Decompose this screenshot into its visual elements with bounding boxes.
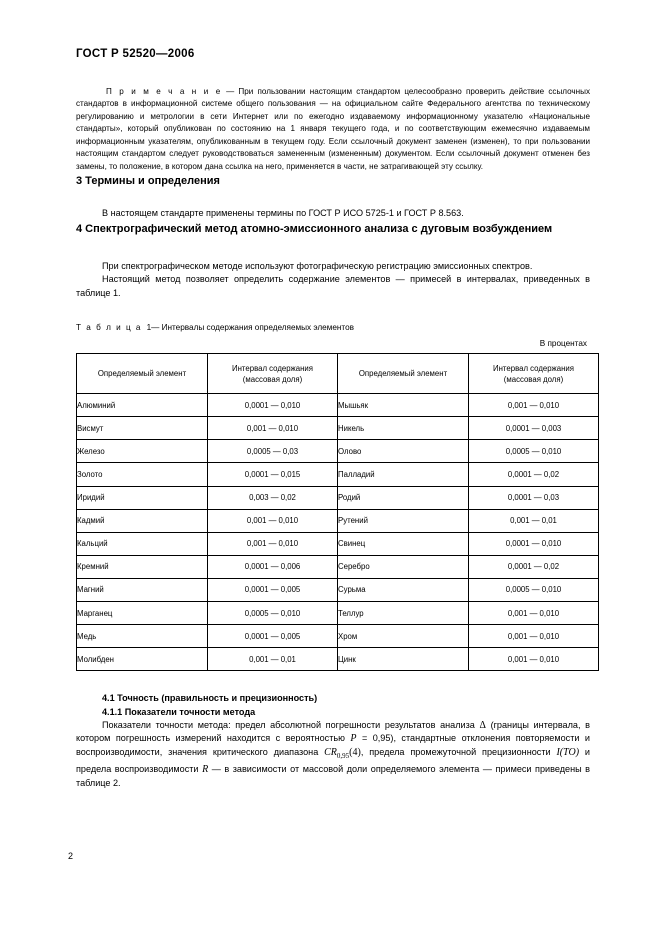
cell-element-left: Висмут bbox=[77, 417, 208, 440]
table-row bbox=[77, 578, 599, 601]
accuracy-text-part1: Показатели точности метода: предел абсолютной погрешности результатов анализа bbox=[102, 719, 480, 730]
table-row bbox=[77, 625, 599, 648]
cell-range-right: 0,0001 — 0,03 bbox=[469, 486, 599, 509]
cell-element-right: Серебро bbox=[338, 555, 469, 578]
cell-range-right: 0,001 — 0,010 bbox=[469, 602, 599, 625]
cell-range-left: 0,0001 — 0,006 bbox=[208, 555, 338, 578]
cell-element-right: Свинец bbox=[338, 532, 469, 555]
cell-range-left: 0,003 — 0,02 bbox=[208, 486, 338, 509]
table-row bbox=[77, 463, 599, 486]
cell-element-left: Кремний bbox=[77, 555, 208, 578]
cell-range-left: 0,0001 — 0,010 bbox=[208, 394, 338, 417]
cell-element-right: Рутений bbox=[338, 509, 469, 532]
cell-element-right: Олово bbox=[338, 440, 469, 463]
cell-element-left: Молибден bbox=[77, 648, 208, 671]
page-content bbox=[76, 86, 590, 790]
intervals-table bbox=[76, 353, 599, 671]
accuracy-text-part4: , предела промежуточной прецизионности bbox=[360, 746, 557, 757]
table-caption-label: Т а б л и ц а bbox=[76, 323, 142, 333]
section-heading-terms: 3 Термины и определения bbox=[76, 175, 220, 188]
column-header-range-right-line2: (массовая доля) bbox=[503, 374, 564, 384]
cell-range-left: 0,001 — 0,01 bbox=[208, 648, 338, 671]
accuracy-text-part5: и предела воспроизводимости bbox=[76, 746, 590, 775]
probability-symbol: P bbox=[350, 733, 357, 745]
cell-element-right: Цинк bbox=[338, 648, 469, 671]
table-body bbox=[77, 394, 599, 671]
cell-range-left: 0,0001 — 0,015 bbox=[208, 463, 338, 486]
table-row bbox=[77, 486, 599, 509]
table-units-note: В процентах bbox=[539, 339, 587, 349]
cell-element-left: Золото bbox=[77, 463, 208, 486]
cell-element-left: Иридий bbox=[77, 486, 208, 509]
column-header-range-left-line1: Интервал содержания bbox=[232, 363, 313, 373]
table-row bbox=[77, 440, 599, 463]
cell-element-left: Марганец bbox=[77, 602, 208, 625]
cell-range-left: 0,001 — 0,010 bbox=[208, 532, 338, 555]
cell-range-right: 0,001 — 0,010 bbox=[469, 394, 599, 417]
section-heading-accuracy-indicators: 4.1.1 Показатели точности метода bbox=[102, 706, 256, 717]
accuracy-text-part2: (границы интервала, в котором погрешность измерений находится с вероятностью bbox=[76, 719, 590, 744]
cell-element-right: Мышьяк bbox=[338, 394, 469, 417]
reproducibility-symbol: R bbox=[202, 764, 209, 776]
column-header-element-left: Определяемый элемент bbox=[77, 354, 208, 394]
accuracy-text-part3: = 0,95), стандартные отклонения повторяемости и воспроизводимости, значения критического диапазона bbox=[76, 733, 590, 757]
column-header-range-left-line2: (массовая доля) bbox=[242, 374, 303, 384]
table-row bbox=[77, 648, 599, 671]
cell-range-left: 0,001 — 0,010 bbox=[208, 509, 338, 532]
accuracy-text-part6: — в зависимости от массовой доли определяемого элемента — примеси приведены в таблице 2. bbox=[76, 764, 591, 788]
accuracy-paragraph bbox=[76, 719, 590, 791]
critical-range-symbol: CR bbox=[324, 746, 337, 758]
cell-range-right: 0,0005 — 0,010 bbox=[469, 440, 599, 463]
table-caption bbox=[76, 323, 590, 332]
cell-element-right: Сурьма bbox=[338, 578, 469, 601]
table-caption-text: — Интервалы содержания определяемых элементов bbox=[151, 323, 354, 333]
note-text: — При пользовании настоящим стандартом целесообразно проверить действие ссылочных стандартов в информационной системе общего пользования — на официальном сайте Федерального агентства по техническому регулированию и метрологии в сети Интернет или по ежегодно издаваемому информационному указателю «Национальные стандарты», который опубликован по состоянию на 1 января текущего года, и по соответствующим ежемесячно издаваемым информационным указателям, опубликованным в текущем году. Если ссылочный документ заменен (изменен), то при пользовании настоящим стандартом следует руководствоваться замененным (измененным) документом. Если ссылочный документ отменен без замены, то положение, в котором дана ссылка на него, применяется в части, не затрагивающей эту ссылку. bbox=[76, 87, 590, 171]
note-label: П р и м е ч а н и е bbox=[106, 87, 222, 96]
section-heading-spectrographic: 4 Спектрографический метод атомно-эмиссионного анализа с дуговым возбуждением bbox=[76, 222, 553, 235]
cell-range-left: 0,0005 — 0,010 bbox=[208, 602, 338, 625]
terms-paragraph: В настоящем стандарте применены термины по ГОСТ Р ИСО 5725-1 и ГОСТ Р 8.563. bbox=[102, 208, 464, 219]
cell-range-right: 0,001 — 0,01 bbox=[469, 509, 599, 532]
delta-symbol: Δ bbox=[479, 719, 486, 731]
intermediate-precision-symbol: I(TO) bbox=[556, 746, 580, 758]
page-number: 2 bbox=[68, 851, 74, 861]
table-row bbox=[77, 532, 599, 555]
cell-range-right: 0,0001 — 0,02 bbox=[469, 555, 599, 578]
table-caption-number: 1 bbox=[146, 323, 152, 333]
cell-element-right: Теллур bbox=[338, 602, 469, 625]
cell-range-right: 0,0001 — 0,003 bbox=[469, 417, 599, 440]
cell-element-left: Медь bbox=[77, 625, 208, 648]
critical-range-argument: (4) bbox=[349, 746, 361, 758]
cell-element-right: Палладий bbox=[338, 463, 469, 486]
spectrographic-paragraph-2: Настоящий метод позволяет определить содержание элементов — примесей в интервалах, приведенных в таблице 1. bbox=[76, 274, 590, 298]
table-header-row bbox=[77, 354, 599, 394]
table-row bbox=[77, 417, 599, 440]
table-row bbox=[77, 509, 599, 532]
column-header-element-right: Определяемый элемент bbox=[338, 354, 469, 394]
column-header-range-left bbox=[208, 354, 338, 394]
cell-range-left: 0,0005 — 0,03 bbox=[208, 440, 338, 463]
table-row bbox=[77, 555, 599, 578]
cell-element-left: Алюминий bbox=[77, 394, 208, 417]
cell-element-left: Магний bbox=[77, 578, 208, 601]
cell-element-left: Кадмий bbox=[77, 509, 208, 532]
cell-element-left: Кальций bbox=[77, 532, 208, 555]
cell-range-right: 0,001 — 0,010 bbox=[469, 648, 599, 671]
cell-range-right: 0,0001 — 0,010 bbox=[469, 532, 599, 555]
section-heading-accuracy: 4.1 Точность (правильность и прецизионность) bbox=[102, 693, 318, 704]
spectrographic-paragraph-1: При спектрографическом методе используют фотографическую регистрацию эмиссионных спектров. bbox=[102, 260, 533, 271]
table-row bbox=[77, 602, 599, 625]
note-paragraph bbox=[76, 86, 590, 173]
column-header-range-right bbox=[469, 354, 599, 394]
cell-range-left: 0,001 — 0,010 bbox=[208, 417, 338, 440]
cell-element-left: Железо bbox=[77, 440, 208, 463]
cell-range-right: 0,0005 — 0,010 bbox=[469, 578, 599, 601]
critical-range-subscript: 0,95 bbox=[336, 751, 350, 760]
cell-element-right: Родий bbox=[338, 486, 469, 509]
cell-range-right: 0,0001 — 0,02 bbox=[469, 463, 599, 486]
cell-range-left: 0,0001 — 0,005 bbox=[208, 578, 338, 601]
cell-element-right: Никель bbox=[338, 417, 469, 440]
cell-range-left: 0,0001 — 0,005 bbox=[208, 625, 338, 648]
cell-element-right: Хром bbox=[338, 625, 469, 648]
cell-range-right: 0,001 — 0,010 bbox=[469, 625, 599, 648]
document-header: ГОСТ Р 52520—2006 bbox=[76, 48, 195, 60]
table-row bbox=[77, 394, 599, 417]
column-header-range-right-line1: Интервал содержания bbox=[493, 363, 574, 373]
